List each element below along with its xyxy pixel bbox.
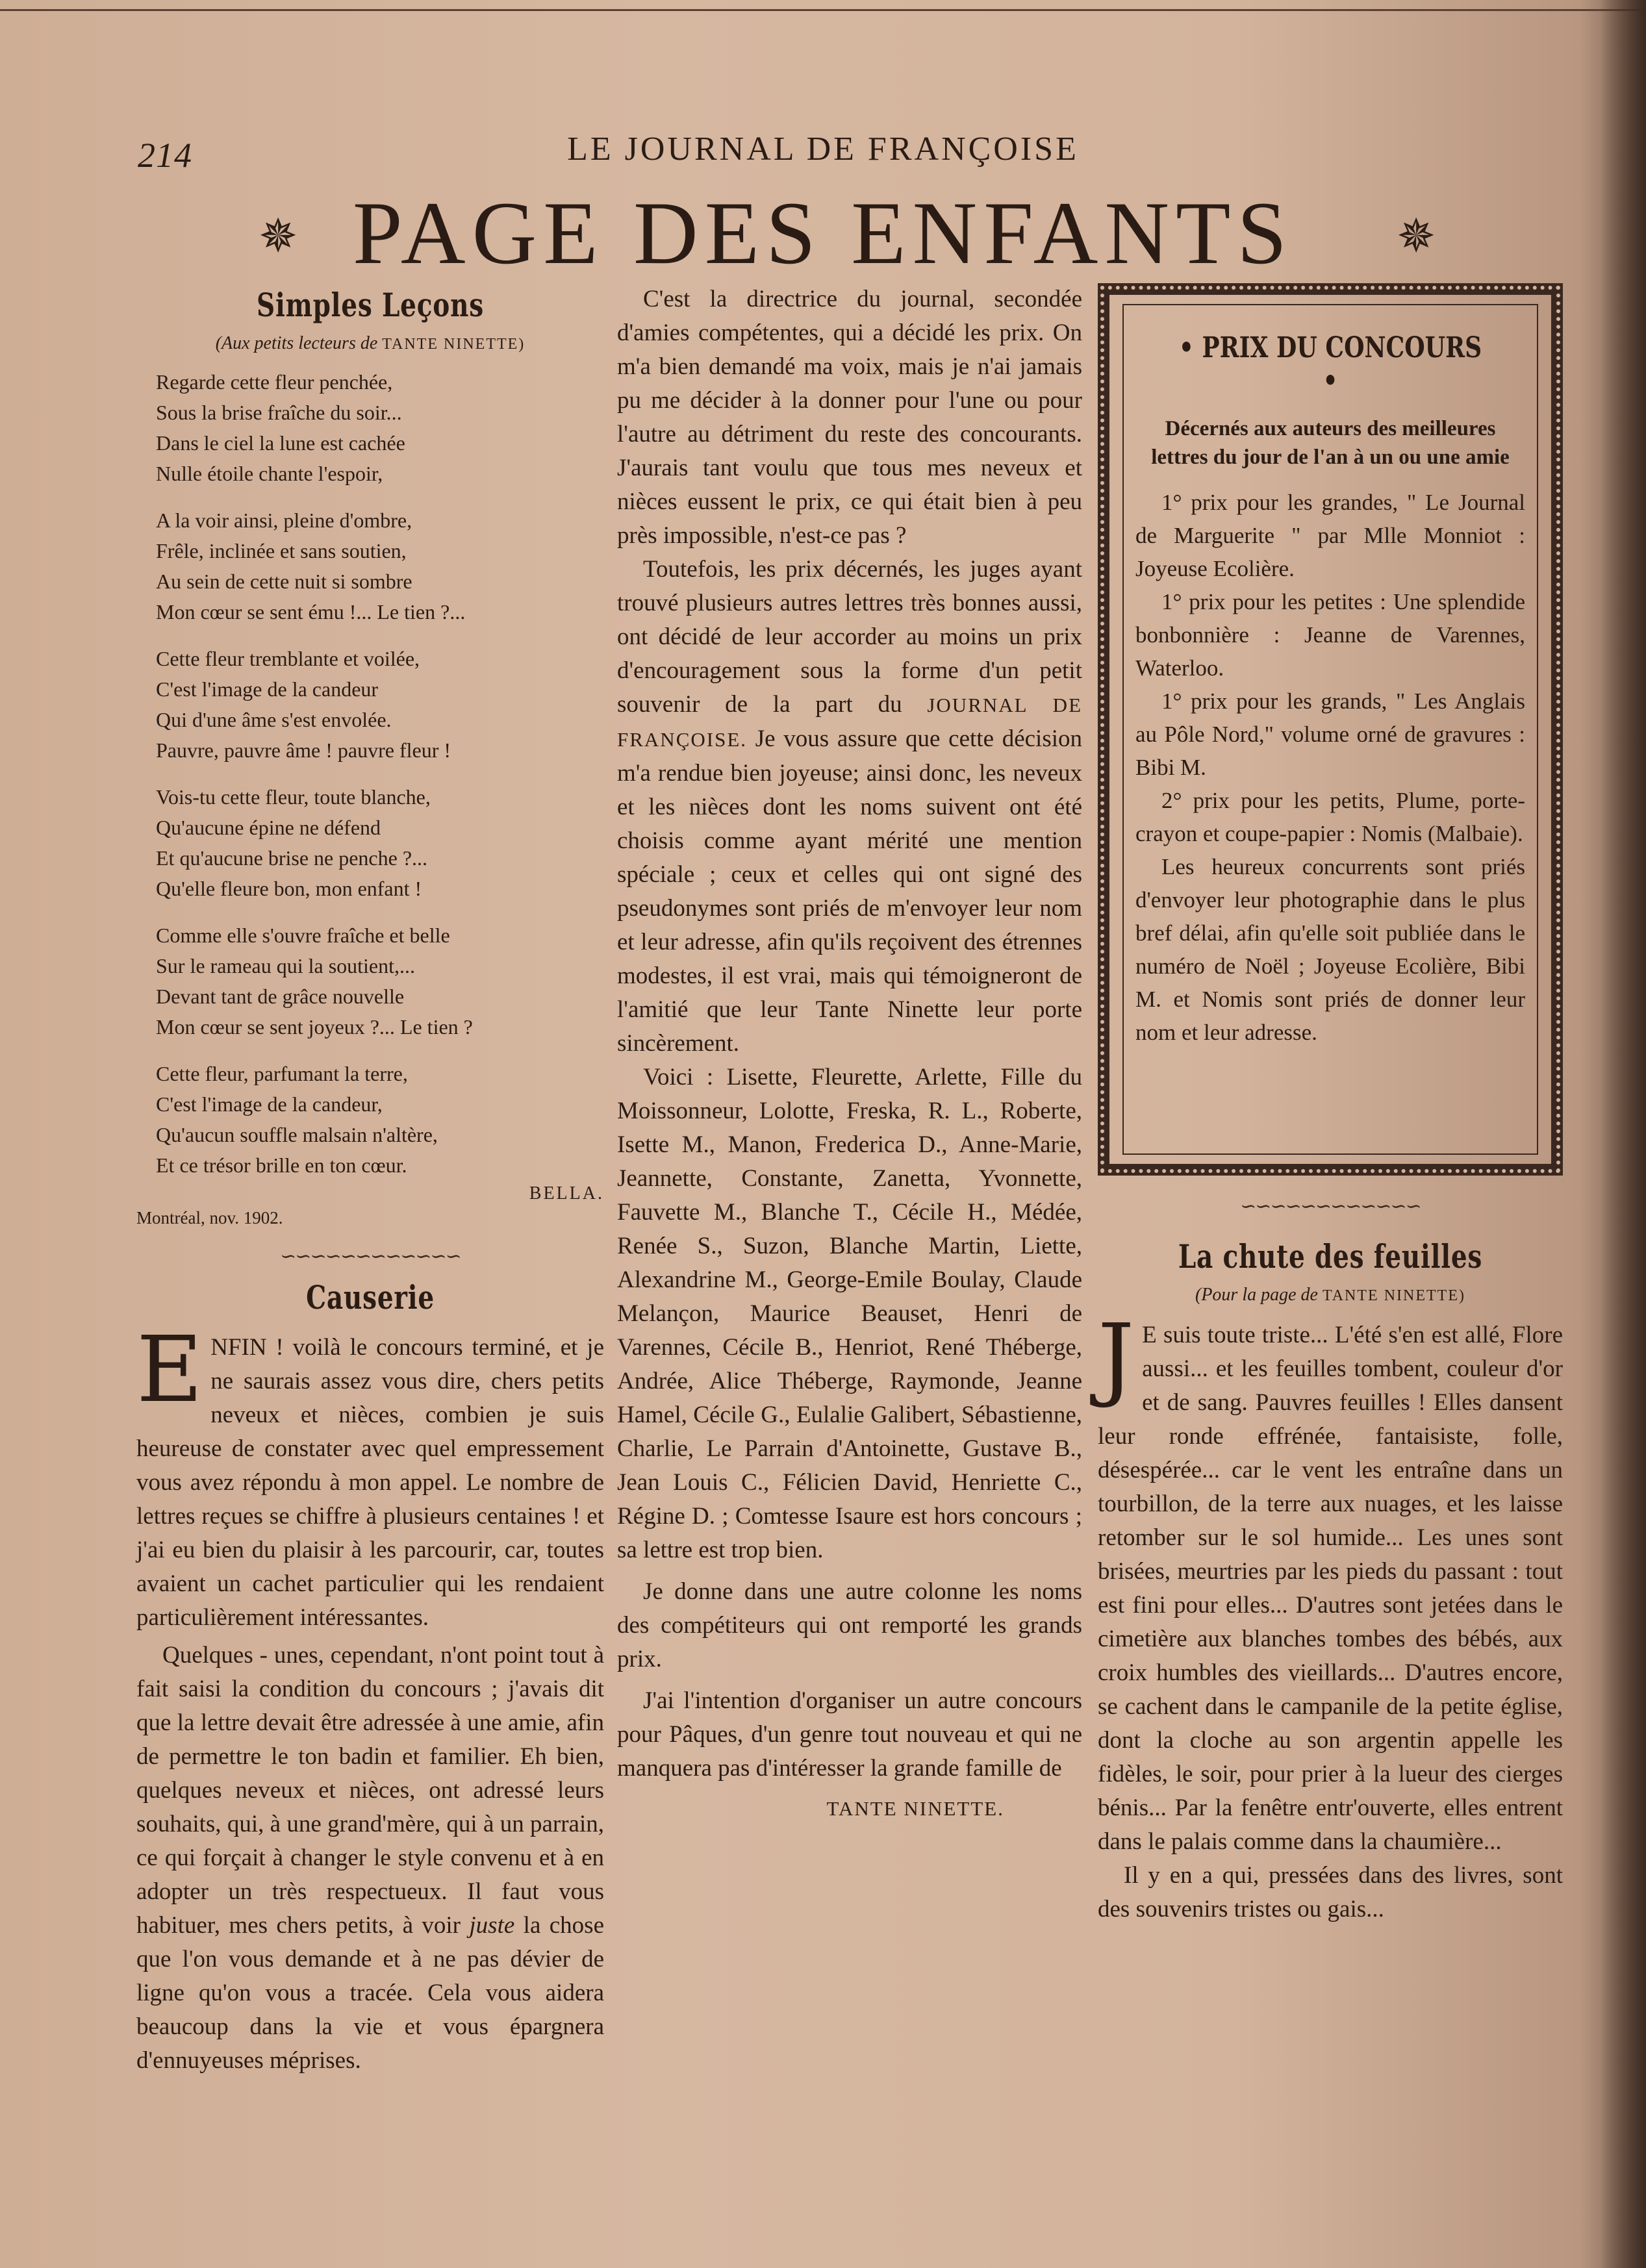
bullet-icon: •: [1323, 364, 1338, 397]
poem-stanza: Cette fleur tremblante et voilée, C'est l'image de la candeur Qui d'une âme s'est envolée. Pauvre, pauvre âme ! pauvre fleur !: [156, 647, 451, 762]
poem-subtitle: (Aux petits lecteurs de TANTE NINETTE): [215, 333, 525, 353]
prize-item: 1° prix pour les grands, " Les Anglais au Pôle Nord," volume orné de gravures : Bibi M.: [1135, 688, 1525, 780]
divider: ∽∽∽∽∽∽∽∽∽∽∽∽: [280, 1246, 461, 1267]
prize-box-inner: [1122, 304, 1538, 1155]
prize-subtitle: Décernés aux auteurs des meilleures lettres du jour de l'an à un ou une amie: [1151, 417, 1510, 469]
page-edge-shadow: [1601, 0, 1646, 2268]
feuilles-title: La chute des feuilles: [1178, 1237, 1483, 1276]
column-right: [1098, 1195, 1563, 1926]
ornament-left-icon: ✵: [259, 210, 298, 262]
poem-title: Simples Leçons: [257, 286, 484, 324]
journal-title: LE JOURNAL DE FRANÇOISE: [567, 131, 1079, 168]
divider: ∽∽∽∽∽∽∽∽∽∽∽∽: [1240, 1196, 1421, 1217]
page-title: PAGE DES ENFANTS: [352, 183, 1294, 283]
top-rule: [0, 9, 1646, 11]
causerie-title: Causerie: [306, 1278, 435, 1317]
bullet-icon: •: [1178, 331, 1194, 364]
feuilles-subtitle: (Pour la page de TANTE NINETTE): [1195, 1285, 1465, 1305]
causerie-text-part2: C'est la directrice du journal, secondée d'amies compétentes, qui a décidé les prix. On m'a bien demandé ma voix, mais je n'ai jamais pu me décider à la donner pour l'une ou pour l'autre au détriment du reste des concourants. J'aurais tant voulu que tous mes neveux et nièces eussent le prix, ce qui était bien à peu près impossible, n'est-ce pas ? Toutefois, les prix décernés, les juges ayant trouvé plusieurs autres lettres très bonnes aussi, ont décidé de leur accorder au moins un prix d'encouragement sous la forme d'un petit souvenir de la part du JOURNAL DE FRANÇOISE. Je vous assure que cette décision m'a rendue bien joyeuse; ainsi donc, les neveux et les nièces dont les noms suivent ont été choisis comme ayant mérité une mention spéciale ; ceux et celles qui ont signé des pseudonymes sont priés de m'envoyer leur nom et leur adresse, afin qu'ils reçoivent des étrennes modestes, il est vrai, mais qui témoigneront de l'amitié que leur Tante Ninette leur porte sincèrement. Voici : Lisette, Fleurette, Arlette, Fille du Moissonneur, Lolotte, Freska, R. L., Roberte, Isette M., Manon, Frederica D., Anne-Marie, Jeannette, Constante, Zanetta, Yvonnette, Fauvette M., Blanche T., Cécile H., Médée, Renée S., Suzon, Blanche Martin, Liette, Alexandrine M., George-Emile Boulay, Claude Melançon, Maurice Beauset, Henri de Varennes, Cécile B., Henriot, René Théberge, Andrée, Alice Théberge, Raymonde, Jeanne Hamel, Cécile G., Eulalie Galibert, Sébastienne, Charlie, Le Parrain d'Antoinette, Gustave B., Jean Louis C., Félicien David, Henriette C., Régine D. ; Comtesse Isaure est hors concours ; sa lettre est trop bien. Je donne dans une autre colonne les noms des compétiteurs qui ont remporté les grands prix. J'ai l'intention d'organiser un autre concours pour Pâques, d'un genre tout nouveau et qui ne manquera pas d'intéresser la grande famille de TANTE NINETTE.: [617, 283, 1082, 1826]
dropcap-e: E: [136, 1317, 203, 1423]
poem-stanza: Vois-tu cette fleur, toute blanche, Qu'aucune épine ne défend Et qu'aucune brise ne penche ?... Qu'elle fleure bon, mon enfant !: [156, 785, 431, 900]
poem-stanza: Cette fleur, parfumant la terre, C'est l'image de la candeur, Qu'aucun souffle malsain n'altère, Et ce trésor brille en ton cœur.: [156, 1062, 438, 1177]
page-number: 214: [138, 136, 192, 175]
poem-signature: BELLA.: [529, 1183, 604, 1203]
poem-stanza: Regarde cette fleur penchée, Sous la brise fraîche du soir... Dans le ciel la lune est cachée Nulle étoile chante l'espoir,: [156, 370, 405, 485]
prize-item: 1° prix pour les grandes, " Le Journal de Marguerite " par Mlle Monniot : Joyeuse Ecolière.: [1135, 490, 1525, 581]
prize-item: 2° prix pour les petits, Plume, porte-crayon et coupe-papier : Nomis (Malbaie).: [1135, 788, 1525, 846]
poem-stanza: Comme elle s'ouvre fraîche et belle Sur le rameau qui la soutient,... Devant tant de grâce nouvelle Mon cœur se sent joyeux ?... Le tien ?: [156, 924, 473, 1039]
poem-stanza: A la voir ainsi, pleine d'ombre, Frêle, inclinée et sans soutien, Au sein de cette nuit si sombre Mon cœur se sent ému !... Le tien ?...: [156, 509, 466, 624]
poem: [136, 367, 604, 1181]
column-left: [136, 286, 604, 2078]
column-middle: [617, 283, 1082, 1826]
poem-place-date: Montréal, nov. 1902.: [136, 1208, 283, 1228]
causerie-text-part1: ENFIN ! voilà le concours terminé, et je ne saurais assez vous dire, chers petits neveux et nièces, combien je suis heureuse de constater avec quel empressement vous avez répondu à mon appel. Le nombre de lettres reçues se chiffre à plusieurs centaines ! et j'ai eu bien du plaisir à les parcourir, car, toutes avaient un cachet particulier qui les rendaient particulièrement intéressantes. Quelques - unes, cependant, n'ont point tout à fait saisi la condition du concours ; j'avais dit que la lettre devait être adressée à une amie, afin de permettre le ton badin et familier. Eh bien, quelques neveux et nièces, ont adressé leurs souhaits, qui, à une grand'mère, qui à un parrain, ce qui forçait à changer le style convenu et à en adopter un très respectueux. Il faut vous habituer, mes chers petits, à voir juste la chose que l'on vous demande et à ne pas dévier de ligne qu'on vous a tracée. Cela vous aidera beaucoup dans la vie et vous épargnera d'ennuyeuses méprises.: [136, 1317, 604, 2074]
prize-title: • PRIX DU CONCOURS •: [1178, 331, 1482, 397]
ornament-right-icon: ✵: [1397, 210, 1436, 262]
prize-item: 1° prix pour les petites : Une splendide bonbonnière : Jeanne de Varennes, Waterloo.: [1135, 589, 1525, 681]
prize-box: [1098, 283, 1563, 1176]
dropcap-j: J: [1098, 1305, 1135, 1411]
prize-note: Les heureux concurrents sont priés d'envoyer leur photographie dans le plus bref délai, afin qu'elle soit publiée dans le numéro de Noël ; Joyeuse Ecolière, Bibi M. et Nomis sont priés de donner leur nom et leur adresse.: [1135, 854, 1525, 1045]
prize-list: [1135, 486, 1525, 1049]
causerie-signature: TANTE NINETTE.: [826, 1797, 1004, 1820]
feuilles-text: J E suis toute triste... L'été s'en est allé, Flore aussi... et les feuilles tombent, couleur d'or et de sang. Pauvres feuilles ! Elles dansent leur ronde effrénée, fantaisiste, folle, désespérée... car le vent les entraîne dans un tourbillon, de la terre aux nuages, et les laisse retomber sur le sol humide... Les unes sont brisées, meurtries par les pieds du passant : tout est fini pour elles... D'autres sont jetées dans le cimetière aux blanches tombes des bébés, aux croix humbles des vieillards... D'autres encore, se cachent dans le campanile de la petite église, dont la cloche au son argentin appelle les fidèles, le soir, pour prier à la lueur des cierges bénis... Par la fenêtre entr'ouverte, elles entrent dans le palais comme dans la chaumière... Il y en a qui, pressées dans des livres, sont des souvenirs tristes ou gais...: [1098, 1305, 1563, 1922]
